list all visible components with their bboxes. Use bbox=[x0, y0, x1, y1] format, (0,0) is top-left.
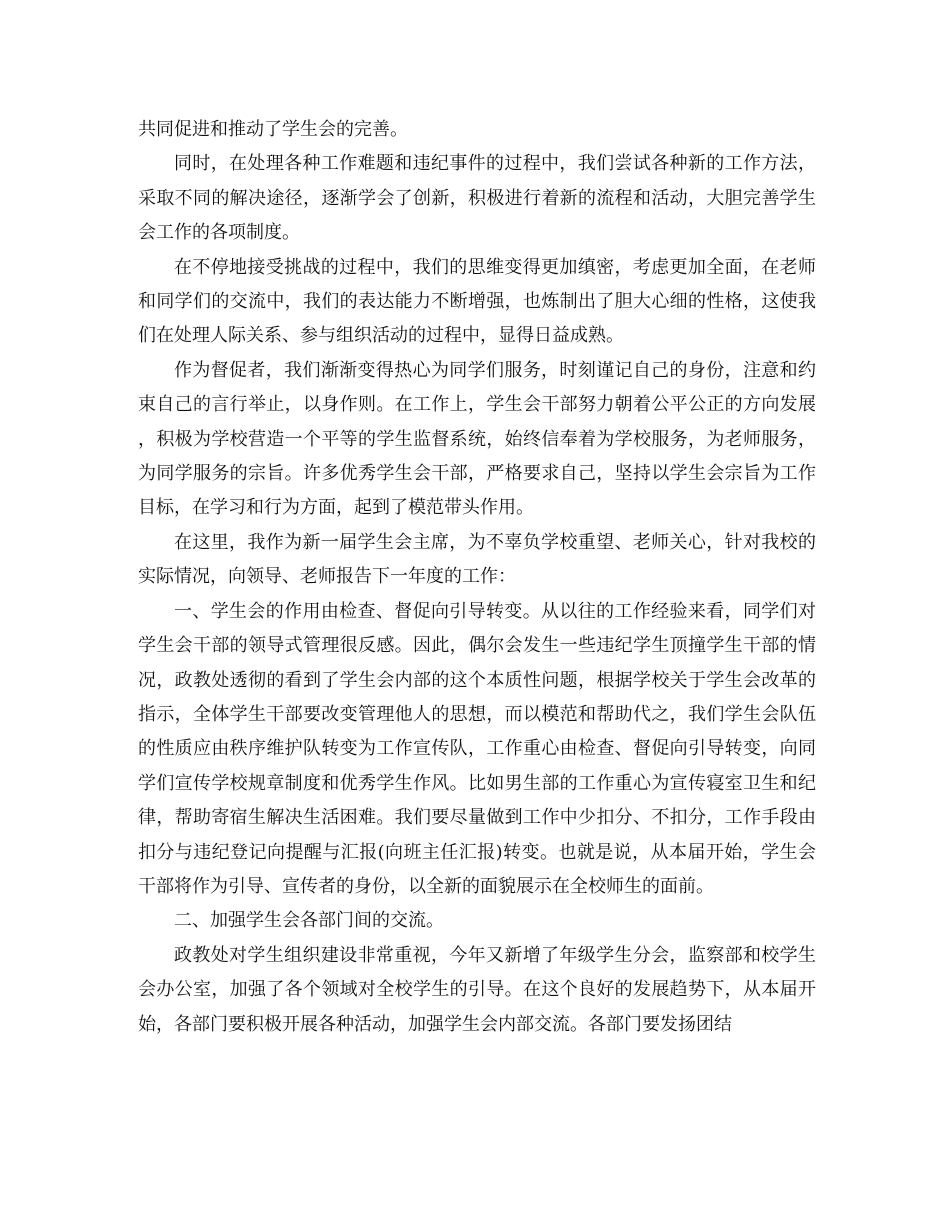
paragraph-4: 作为督促者，我们渐渐变得热心为同学们服务，时刻谨记自己的身份，注意和约束自己的言行举止，以身作则。在工作上，学生会干部努力朝着公平公正的方向发展，积极为学校营造一个平等的学生监督系统，始终信奉着为学校服务，为老师服务，为同学服务的宗旨。许多优秀学生会干部，严格要求自己，坚持以学生会宗旨为工作目标，在学习和行为方面，起到了模范带头作用。 bbox=[138, 359, 816, 519]
document-body bbox=[138, 113, 816, 1042]
paragraph-5: 在这里，我作为新一届学生会主席，为不辜负学校重望、老师关心，针对我校的实际情况，向领导、老师报告下一年度的工作： bbox=[138, 531, 816, 588]
paragraph-8: 政教处对学生组织建设非常重视，今年又新增了年级学生分会，监察部和校学生会办公室，加强了各个领域对全校学生的引导。在这个良好的发展趋势下，从本届开始，各部门要积极开展各种活动，加强学生会内部交流。各部门要发扬团结 bbox=[138, 944, 816, 1035]
paragraph-1: 共同促进和推动了学生会的完善。 bbox=[138, 119, 408, 140]
paragraph-7: 二、加强学生会各部门间的交流。 bbox=[174, 910, 444, 932]
paragraph-6: 一、学生会的作用由检查、督促向引导转变。从以往的工作经验来看，同学们对学生会干部的领导式管理很反感。因此，偶尔会发生一些违纪学生顶撞学生干部的情况，政教处透彻的看到了学生会内部的这个本质性问题，根据学校关于学生会改革的指示，全体学生干部要改变管理他人的思想，而以模范和帮助代之，我们学生会队伍的性质应由秩序维护队转变为工作宣传队，工作重心由检查、督促向引导转变，向同学们宣传学校规章制度和优秀学生作风。比如男生部的工作重心为宣传寝室卫生和纪律，帮助寄宿生解决生活困难。我们要尽量做到工作中少扣分、不扣分，工作手段由扣分与违纪登记向提醒与汇报(向班主任汇报)转变。也就是说，从本届开始，学生会干部将作为引导、宣传者的身份，以全新的面貌展示在全校师生的面前。 bbox=[138, 600, 816, 897]
paragraph-3: 在不停地接受挑战的过程中，我们的思维变得更加缜密，考虑更加全面，在老师和同学们的交流中，我们的表达能力不断增强，也炼制出了胆大心细的性格，这使我们在处理人际关系、参与组织活动的过程中，显得日益成熟。 bbox=[138, 256, 816, 347]
paragraph-2: 同时，在处理各种工作难题和违纪事件的过程中，我们尝试各种新的工作方法，采取不同的解决途径，逐渐学会了创新，积极进行着新的流程和活动，大胆完善学生会工作的各项制度。 bbox=[138, 153, 816, 244]
